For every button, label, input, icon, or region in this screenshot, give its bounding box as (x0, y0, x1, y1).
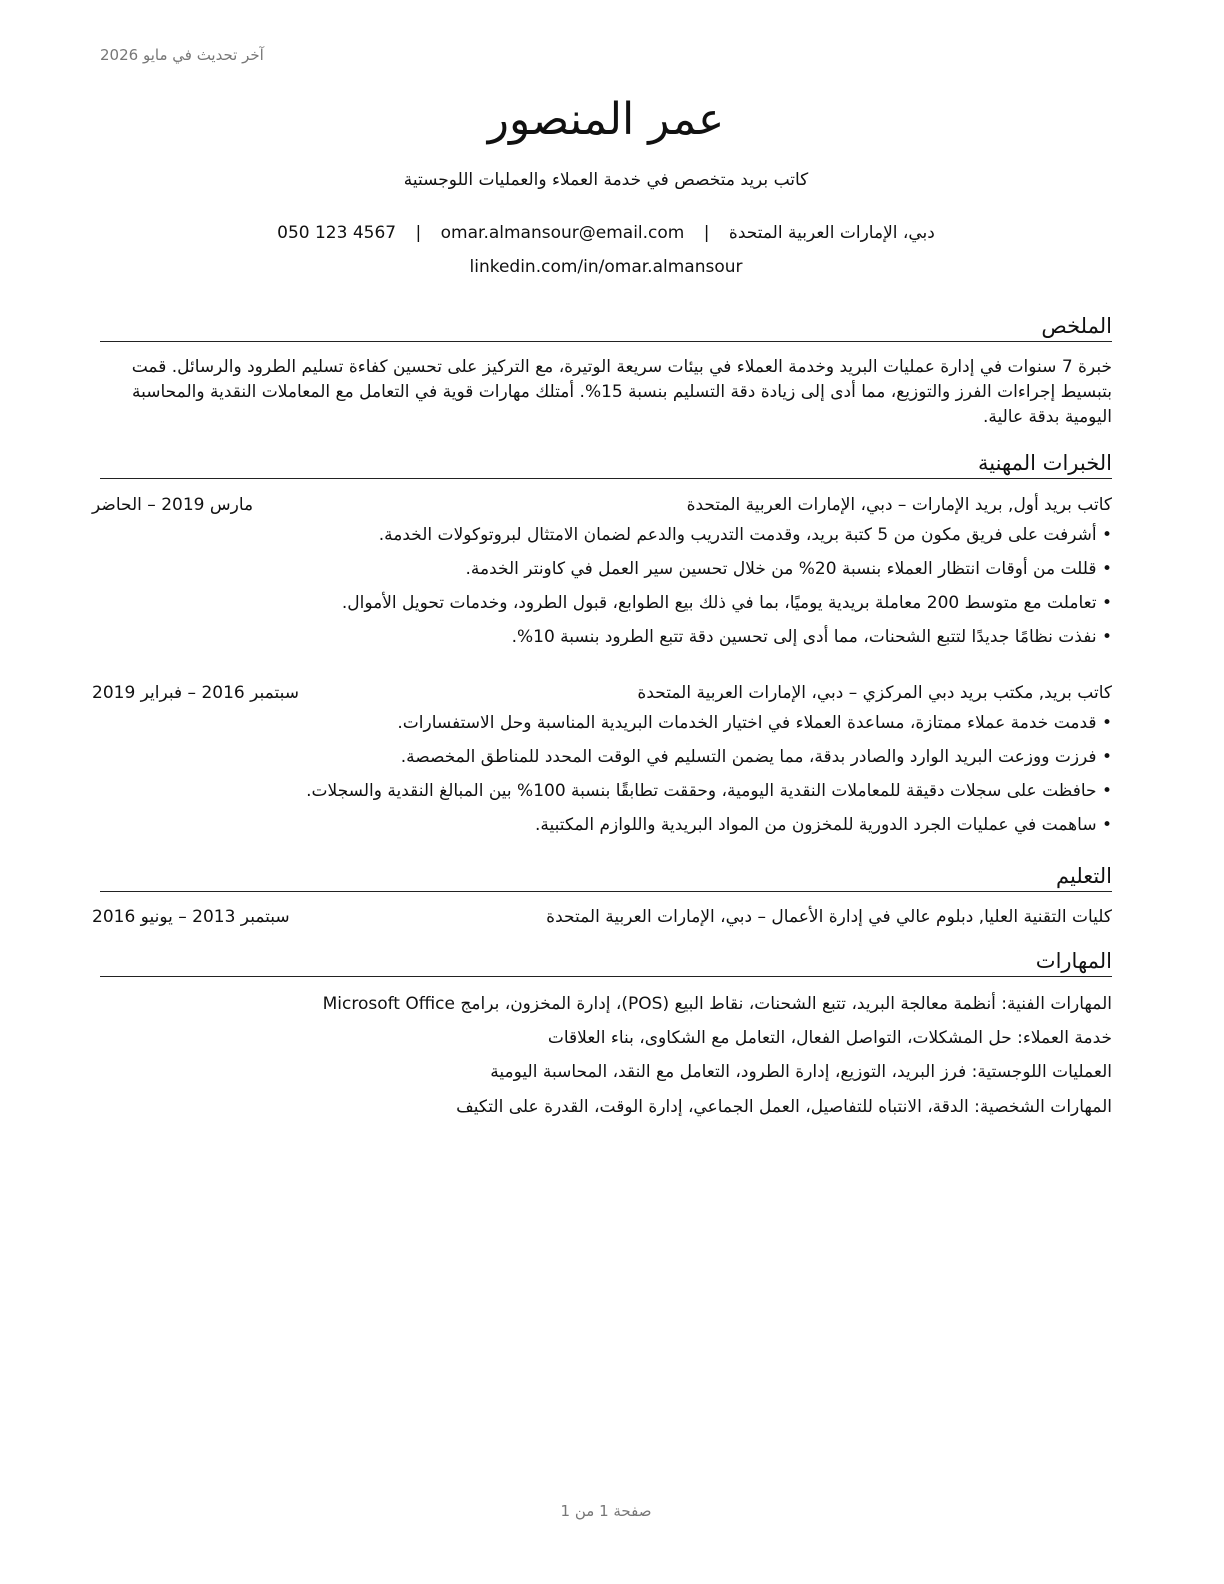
contact-line (100, 223, 1112, 243)
candidate-name: عمر المنصور (487, 94, 725, 145)
linkedin-row (100, 257, 1112, 277)
last-updated-note: آخر تحديث في مايو 2026 (100, 46, 264, 64)
job-title: كاتب بريد, مكتب بريد دبي المركزي – دبي، الإمارات العربية المتحدة (637, 683, 1112, 703)
job-heading (92, 493, 1112, 517)
job-bullets (100, 518, 1112, 654)
job-heading (92, 681, 1112, 705)
candidate-headline: كاتب بريد متخصص في خدمة العملاء والعمليات اللوجستية (403, 170, 809, 190)
resume-page (92, 0, 1112, 1584)
contact-separator: | (703, 223, 710, 243)
education-entry (92, 905, 1112, 929)
location-text: دبي، الإمارات العربية المتحدة (728, 223, 935, 243)
list-item: • قدمت خدمة عملاء ممتازة، مساعدة العملاء في اختيار الخدمات البريدية المناسبة وحل الاستفسارات. (100, 706, 1112, 740)
job-bullets (100, 706, 1112, 842)
list-item: • فرزت ووزعت البريد الوارد والصادر بدقة، مما يضمن التسليم في الوقت المحدد للمناطق المخصصة. (100, 740, 1112, 774)
skills-heading: المهارات (100, 947, 1112, 977)
email-link[interactable]: omar.almansour@email.com (440, 223, 685, 243)
skill-line: المهارات الشخصية: الدقة، الانتباه للتفاصيل، العمل الجماعي، إدارة الوقت، القدرة على التكيف (456, 1097, 1112, 1117)
contact-separator: | (415, 223, 422, 243)
linkedin-link[interactable]: linkedin.com/in/omar.almansour (469, 257, 743, 277)
page-number: صفحة 1 من 1 (560, 1502, 652, 1520)
summary-heading: الملخص (100, 312, 1112, 342)
job-dates: سبتمبر 2016 – فبراير 2019 (92, 683, 299, 703)
summary-text: خبرة 7 سنوات في إدارة عمليات البريد وخدمة العملاء في بيئات سريعة الوتيرة، مع التركيز على تحسين كفاءة تسليم الطرود والرسائل. قمت بتبسيط إجراءات الفرز والتوزيع، مما أدى إلى زيادة دقة التسليم بنسبة 15%. أمتلك مهارات قوية في التعامل مع المعاملات النقدية والمحاسبة اليومية بدقة عالية. (131, 357, 1112, 427)
education-heading: التعليم (100, 862, 1112, 892)
list-item: • قللت من أوقات انتظار العملاء بنسبة 20% من خلال تحسين سير العمل في كاونتر الخدمة. (100, 552, 1112, 586)
list-item: • تعاملت مع متوسط 200 معاملة بريدية يوميًا، بما في ذلك بيع الطوابع، قبول الطرود، وخدمات تحويل الأموال. (100, 586, 1112, 620)
skill-line: المهارات الفنية: أنظمة معالجة البريد، تتبع الشحنات، نقاط البيع (POS)، إدارة المخزون، برامج Microsoft Office (322, 994, 1112, 1014)
list-item: • حافظت على سجلات دقيقة للمعاملات النقدية اليومية، وحققت تطابقًا بنسبة 100% بين المبالغ النقدية والسجلات. (100, 774, 1112, 808)
skill-line: خدمة العملاء: حل المشكلات، التواصل الفعال، التعامل مع الشكاوى، بناء العلاقات (547, 1028, 1112, 1048)
phone-number: 050 123 4567 (277, 223, 397, 243)
job-dates: مارس 2019 – الحاضر (92, 495, 254, 515)
education-institution: كليات التقنية العليا, دبلوم عالي في إدارة الأعمال – دبي، الإمارات العربية المتحدة (546, 907, 1112, 927)
list-item: • ساهمت في عمليات الجرد الدورية للمخزون من المواد البريدية واللوازم المكتبية. (100, 808, 1112, 842)
list-item: • أشرفت على فريق مكون من 5 كتبة بريد، وقدمت التدريب والدعم لضمان الامتثال لبروتوكولات الخدمة. (100, 518, 1112, 552)
skill-line: العمليات اللوجستية: فرز البريد، التوزيع، إدارة الطرود، التعامل مع النقد، المحاسبة اليومية (490, 1062, 1112, 1082)
education-dates: سبتمبر 2013 – يونيو 2016 (92, 907, 290, 927)
job-title: كاتب بريد أول, بريد الإمارات – دبي، الإمارات العربية المتحدة (686, 495, 1112, 515)
list-item: • نفذت نظامًا جديدًا لتتبع الشحنات، مما أدى إلى تحسين دقة تتبع الطرود بنسبة 10%. (100, 620, 1112, 654)
experience-heading: الخبرات المهنية (100, 449, 1112, 479)
